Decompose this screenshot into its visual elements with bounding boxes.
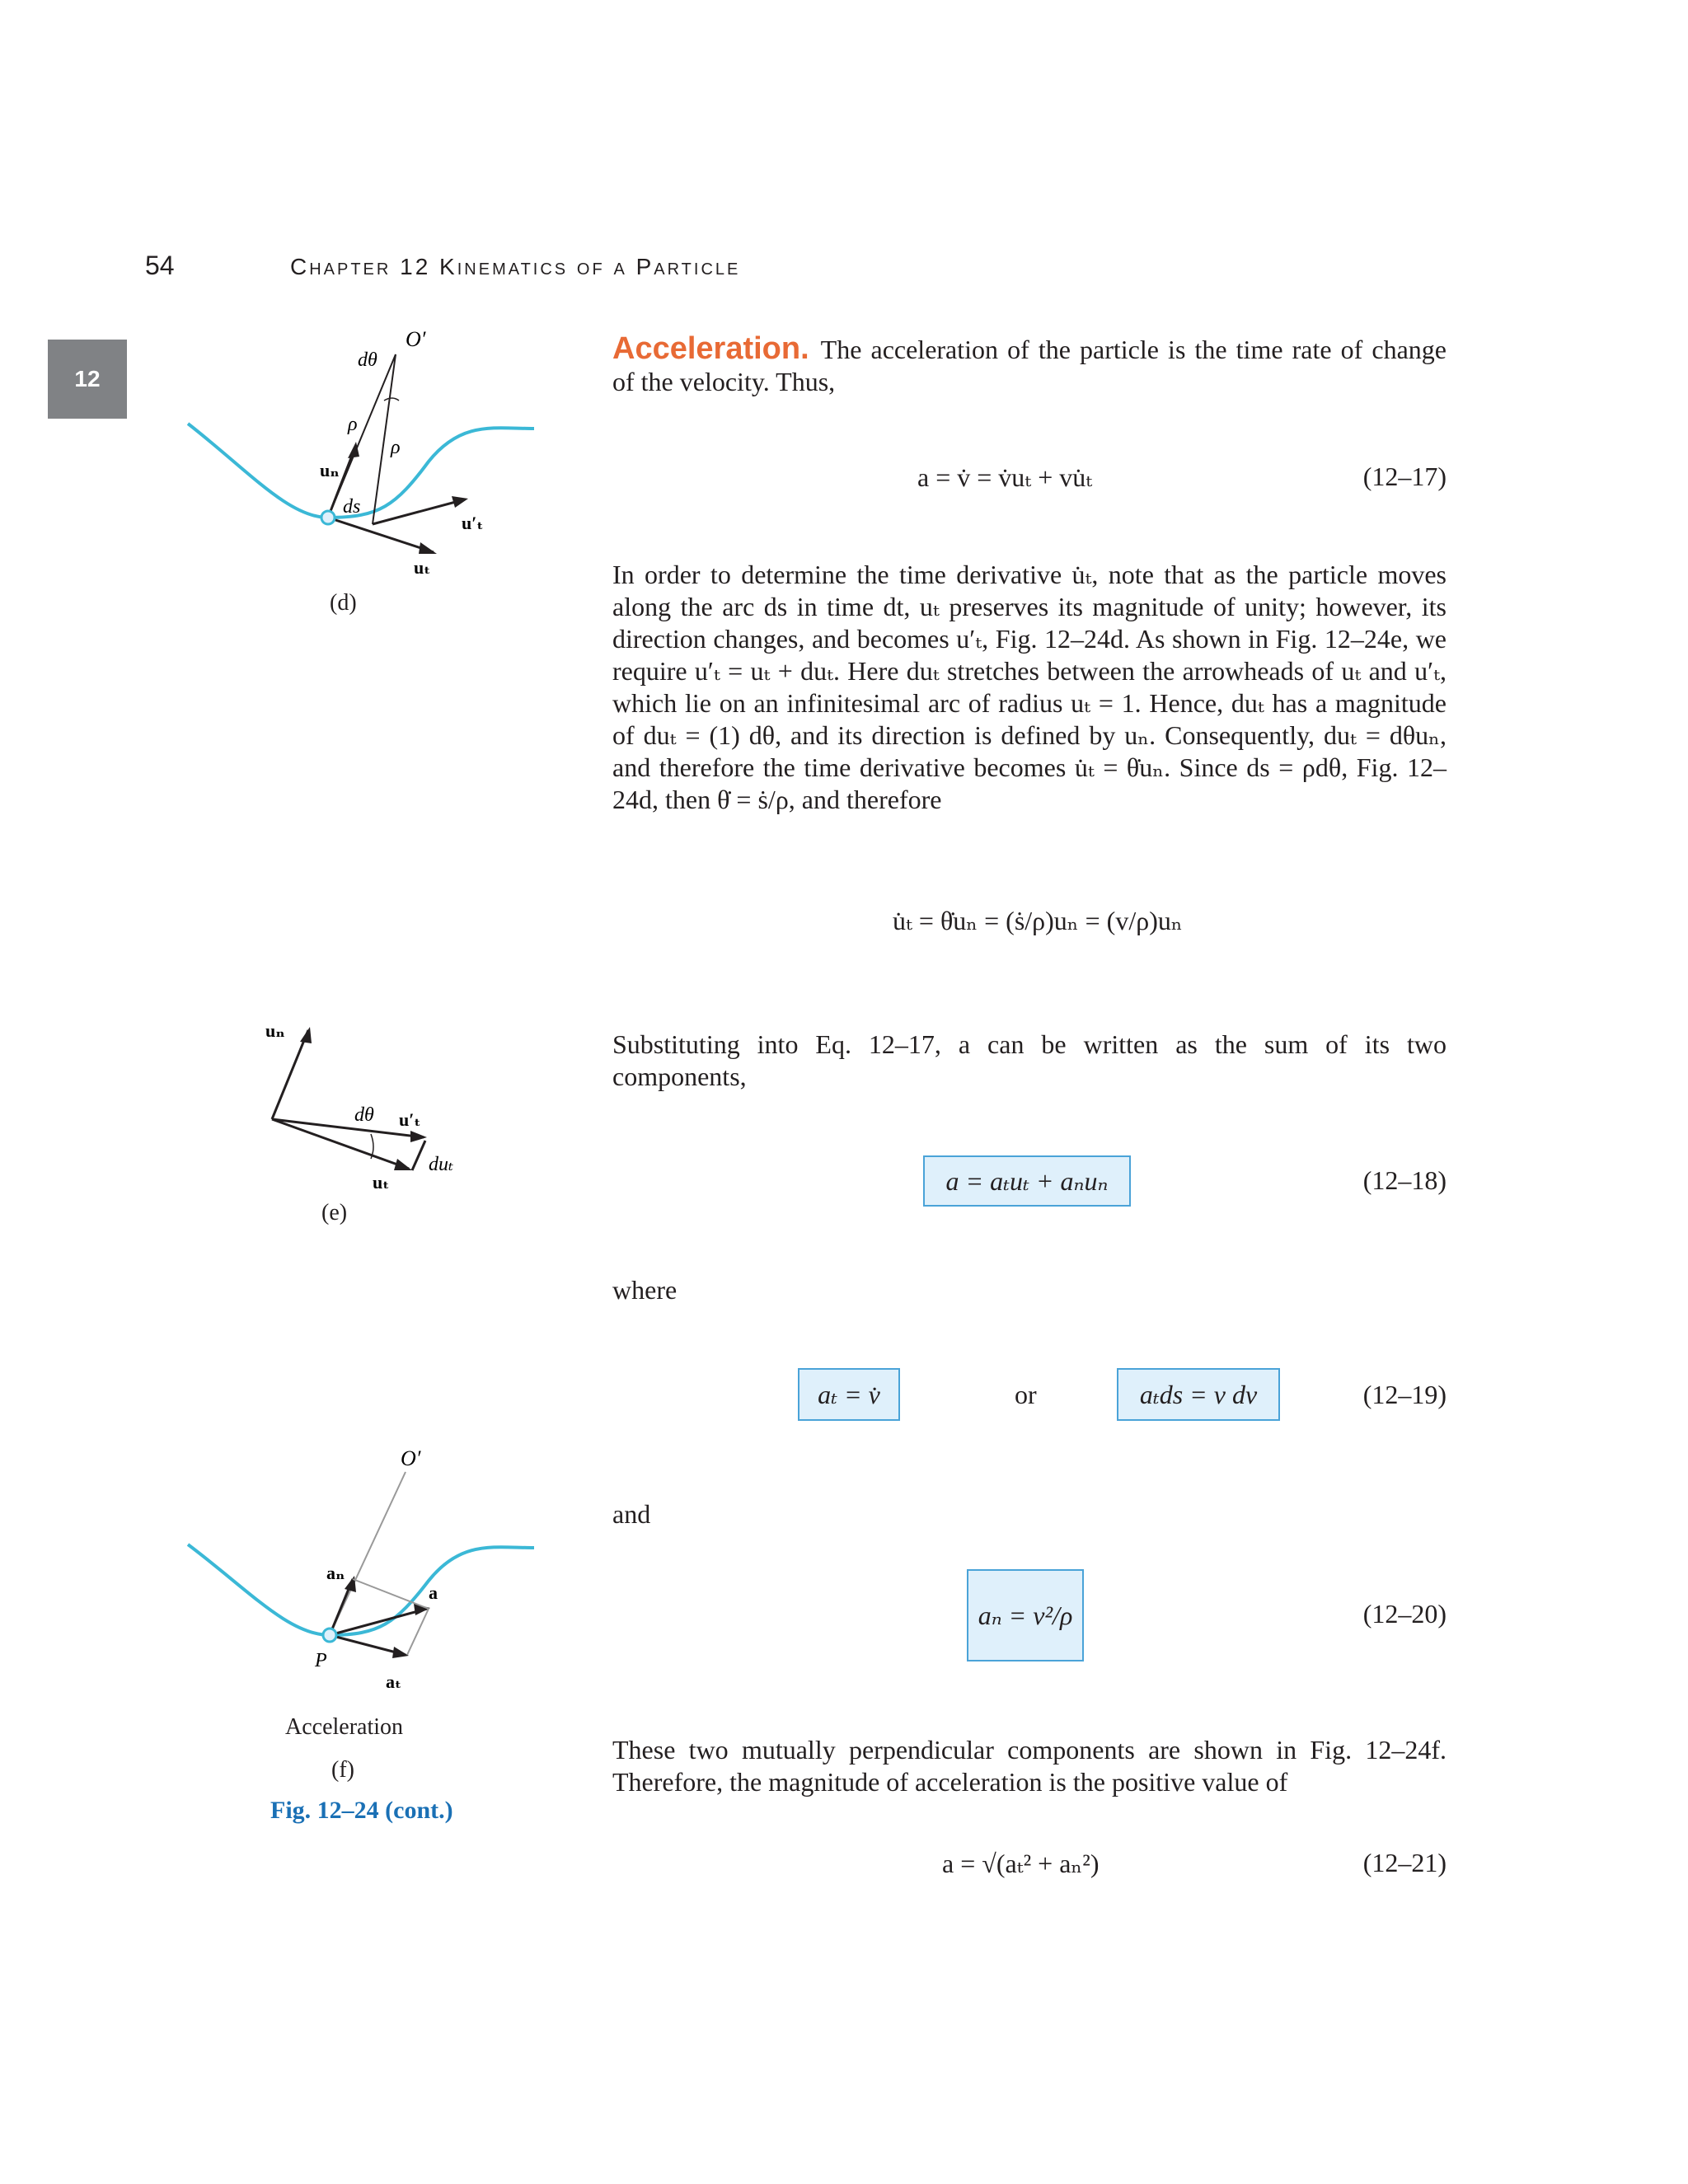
figure-e-caption: (e) [321, 1200, 348, 1226]
paragraph-time-derivative: In order to determine the time derivative u̇ₜ, note that as the particle moves along the arc ds in time dt, uₜ preserves its magnitude of unity; however, its direction changes, and becomes u′ₜ, Fig. 12–24d. As shown in Fig. 12–24e, we require u′ₜ = uₜ + duₜ. Here duₜ stretches between the arrowheads of uₜ and u′ₜ, which lie on an infinitesimal arc of radius uₜ = 1. Hence, duₜ has a magnitude of duₜ = (1) dθ, and its direction is defined by uₙ. Consequently, duₜ = dθuₙ, and therefore the time derivative becomes u̇ₜ = θ̇uₙ. Since ds = ρdθ, Fig. 12–24d, then θ̇ = ṡ/ρ, and therefore [612, 560, 1447, 814]
where-text: where [612, 1275, 678, 1305]
figure-e-ut-arrowhead [394, 1159, 412, 1170]
figure-d-point [321, 511, 335, 524]
figure-d-rho-label-1: ρ [348, 414, 358, 435]
figure-d-dtheta-arc [384, 398, 399, 401]
figure-d-ds-label: ds [343, 496, 361, 518]
equation-12-17 [612, 462, 1447, 511]
equation-12-19-or: or [1015, 1380, 1037, 1409]
paragraph-substituting: Substituting into Eq. 12–17, a can be written as the sum of its two components, [612, 1029, 1447, 1091]
figure-e-ut-label: uₜ [373, 1172, 390, 1193]
figure-f-p-label: P [315, 1650, 327, 1671]
figure-d-ut-prime-arrow [373, 499, 465, 524]
equation-12-19-left-box: aₜ = v̇ [798, 1368, 900, 1421]
figure-e-dut-arrow [412, 1141, 425, 1170]
equation-12-18 [612, 1155, 1447, 1208]
equation-12-20 [612, 1569, 1447, 1660]
equation-12-18-number: (12–18) [1362, 1165, 1447, 1195]
equation-ut-dot-body: u̇ₜ = θ̇uₙ = (ṡ/ρ)uₙ = (v/ρ)uₙ [893, 906, 1183, 935]
intro-text: The acceleration of the particle is the time rate of change of the velocity. Thus, [612, 335, 1447, 396]
figure-d-caption: (d) [330, 590, 357, 616]
equation-12-21 [612, 1846, 1447, 1896]
running-head: Chapter 12 Kinematics of a Particle [290, 254, 741, 279]
equation-12-21-number: (12–21) [1362, 1848, 1447, 1877]
figure-d-dtheta-label: dθ [358, 349, 377, 371]
figure-f-caption: (f) [331, 1757, 354, 1783]
figure-e-un-label: uₙ [265, 1020, 285, 1041]
equation-12-19-number: (12–19) [1362, 1380, 1447, 1409]
figure-e-ut-prime-label: u′ₜ [399, 1109, 421, 1130]
figure-f-o-prime: O′ [401, 1447, 421, 1470]
figure-d-ut-prime-arrowhead [452, 496, 468, 508]
page-number: 54 [145, 251, 175, 280]
equation-12-20-number: (12–20) [1362, 1599, 1447, 1629]
equation-12-17-body: a = v̇ = v̇uₜ + vu̇ₜ [917, 462, 1093, 492]
figure-f-a-label: a [429, 1582, 438, 1603]
figure-d-ut-prime-label: u′ₜ [462, 513, 484, 533]
equation-12-21-body: a = √(aₜ² + aₙ²) [942, 1849, 1100, 1878]
figure-e [247, 1005, 511, 1203]
figure-f-an-arrowhead [345, 1576, 356, 1592]
figure-f-at-label: aₜ [386, 1671, 402, 1692]
figure-f-path-curve [188, 1544, 534, 1635]
figure-e-dut-label: duₜ [429, 1154, 453, 1175]
equation-12-19 [612, 1368, 1447, 1421]
figure-f-a-arrow [330, 1609, 427, 1635]
equation-12-17-number: (12–17) [1362, 462, 1447, 491]
figure-e-dtheta-label: dθ [354, 1104, 374, 1126]
figure-caption: Fig. 12–24 (cont.) [270, 1797, 453, 1824]
equation-12-18-box: a = aₜuₜ + aₙuₙ [923, 1155, 1131, 1207]
figure-f-point [323, 1629, 336, 1642]
figure-f [181, 1447, 544, 1711]
figure-d-ut-arrowhead [419, 542, 437, 554]
figure-f-name: Acceleration [285, 1714, 404, 1740]
figure-d-o-prime: O′ [406, 330, 426, 351]
figure-f-construction-line-2 [407, 1609, 429, 1655]
equation-ut-dot [612, 897, 1447, 963]
figure-e-un-arrowhead [300, 1027, 312, 1043]
equation-12-19-right-box: aₜds = v dv [1117, 1368, 1280, 1421]
figure-d-un-label: uₙ [320, 460, 340, 480]
section-heading: Acceleration. [612, 331, 809, 366]
figure-d [181, 330, 544, 626]
paragraph-perpendicular: These two mutually perpendicular components are shown in Fig. 12–24f. Therefore, the magnitude of acceleration is the positive value of [612, 1735, 1447, 1797]
figure-d-rho-label-2: ρ [391, 437, 401, 458]
intro-paragraph [612, 333, 1447, 398]
figure-f-at-arrowhead [392, 1647, 409, 1658]
figure-d-ut-label: uₜ [414, 557, 431, 578]
chapter-tab: 12 [48, 340, 127, 419]
figure-f-an-label: aₙ [326, 1563, 345, 1583]
figure-e-un-arrow [272, 1030, 308, 1119]
equation-12-20-box: aₙ = v²/ρ [967, 1569, 1084, 1661]
and-text: and [612, 1499, 651, 1529]
